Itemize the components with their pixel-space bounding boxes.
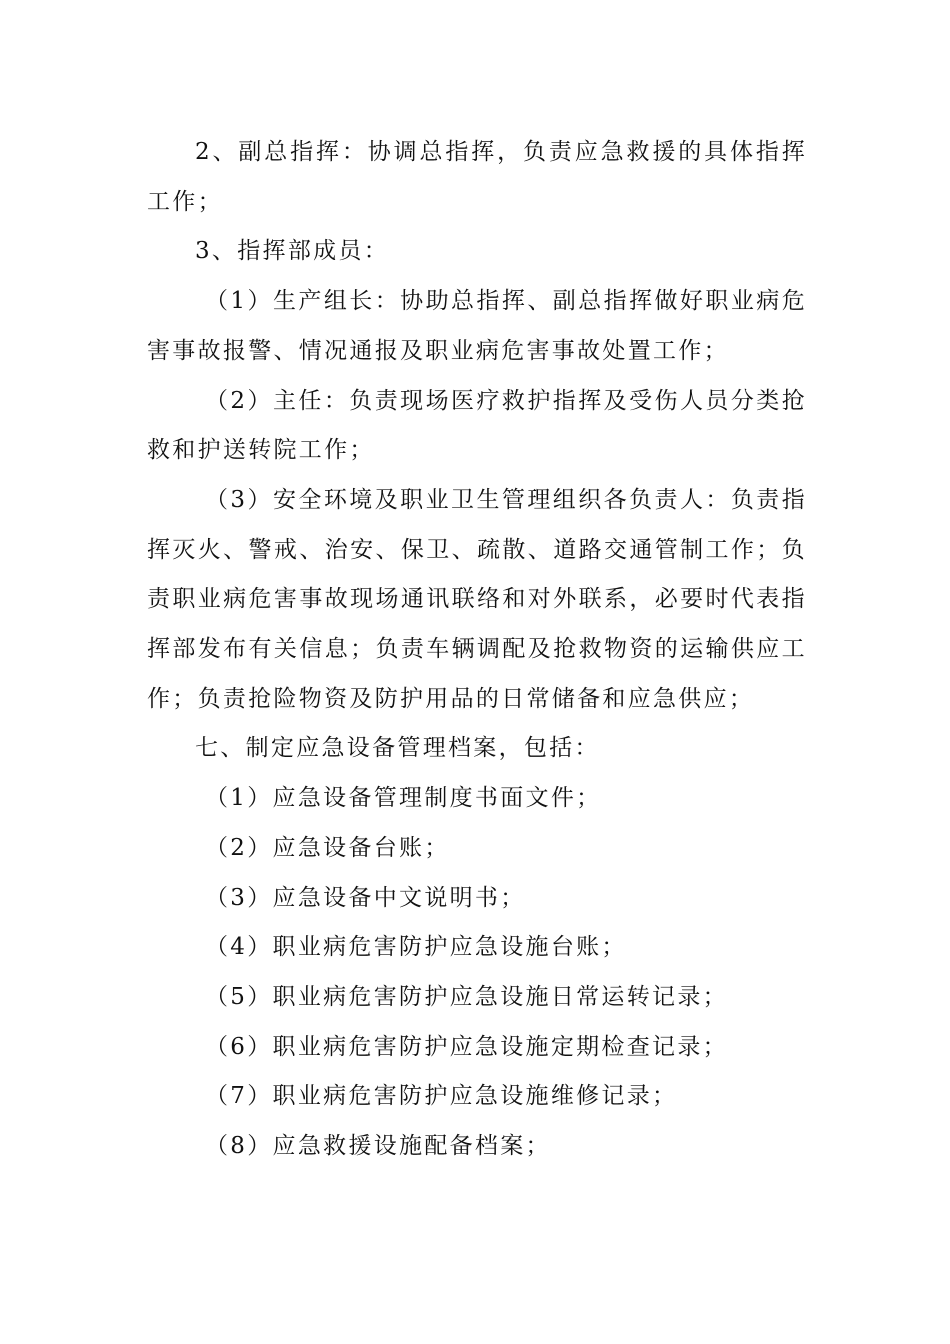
- list-item: （7）职业病危害防护应急设施维修记录；: [205, 1083, 678, 1110]
- paragraph-production-leader: （1）生产组长：协助总指挥、副总指挥做好职业病危害事故报警、情况通报及职业病危害事故处置工作；: [147, 288, 807, 364]
- document-body: [147, 128, 807, 1172]
- paragraph-command-members: 3、指挥部成员：: [195, 238, 390, 265]
- list-item: （4）职业病危害防护应急设施台账；: [205, 934, 627, 961]
- paragraph-deputy-commander: 2、副总指挥：协调总指挥，负责应急救援的具体指挥工作；: [147, 139, 807, 215]
- list-item: （5）职业病危害防护应急设施日常运转记录；: [205, 983, 728, 1010]
- paragraph-director: （2）主任：负责现场医疗救护指挥及受伤人员分类抢救和护送转院工作；: [147, 387, 807, 464]
- list-item: （3）应急设备中文说明书；: [205, 884, 526, 911]
- list-item: （1）应急设备管理制度书面文件；: [205, 785, 602, 812]
- paragraph-equipment-archive-heading: 七、制定应急设备管理档案，包括：: [195, 735, 600, 762]
- list-item: （8）应急救援设施配备档案；: [205, 1133, 551, 1160]
- paragraph-safety-leaders: （3）安全环境及职业卫生管理组织各负责人：负责指挥灭火、警戒、治安、保卫、疏散、道路交通管制工作；负责职业病危害事故现场通讯联络和对外联系，必要时代表指挥部发布有关信息；负责车辆调配及抢救物资的运输供应工作；负责抢险物资及防护用品的日常储备和应急供应；: [147, 486, 807, 712]
- list-item: （6）职业病危害防护应急设施定期检查记录；: [205, 1033, 728, 1060]
- list-item: （2）应急设备台账；: [205, 834, 450, 861]
